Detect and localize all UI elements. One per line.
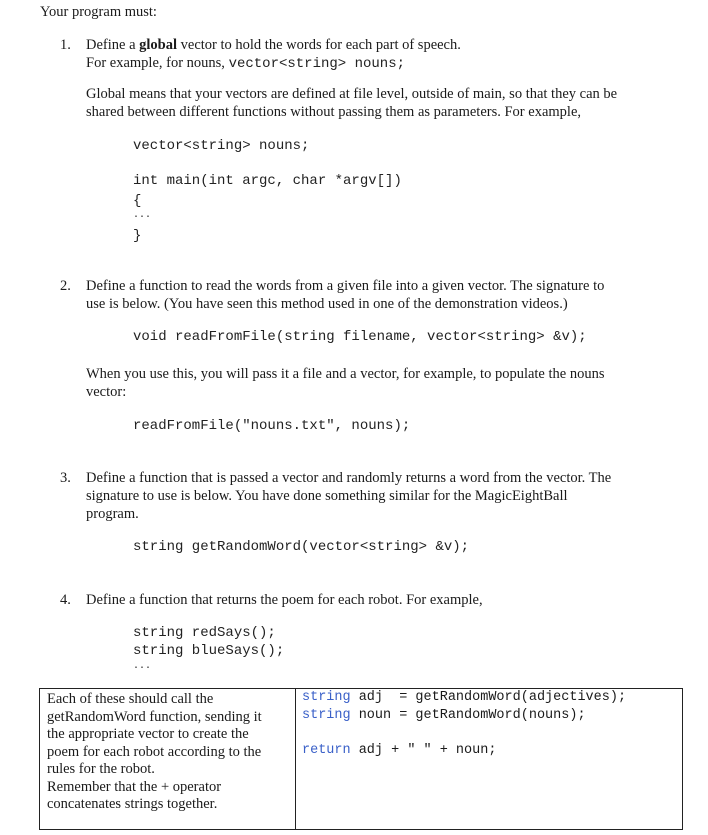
code-close-brace: } <box>133 228 142 244</box>
item-2-para-line2: vector: <box>86 384 127 400</box>
code-bluesays: string blueSays(); <box>133 643 285 659</box>
item-1-para-line1: Global means that your vectors are defined at file level, outside of main, so that they can be <box>86 86 618 102</box>
code-redsays: string redSays(); <box>133 625 276 641</box>
item-1-line2: For example, for nouns, vector<string> nouns; <box>86 55 405 72</box>
code-ellipsis: ... <box>133 210 152 221</box>
code-global-decl: vector<string> nouns; <box>133 138 310 154</box>
code-readfromfile-call: readFromFile("nouns.txt", nouns); <box>133 418 411 434</box>
item-3-line2: signature to use is below. You have done something similar for the MagicEightBall <box>86 488 568 504</box>
item-1-number: 1. <box>60 37 71 53</box>
item-2-line2: use is below. (You have seen this method used in one of the demonstration videos.) <box>86 296 568 312</box>
table-left-cell: Each of these should call the getRandomWord function, sending it the appropriate vector to create the poem for each robot according to the rules for the robot. Remember that the + operator concatenates strings together. <box>47 691 262 812</box>
code-getrandomword-signature: string getRandomWord(vector<string> &v); <box>133 539 470 555</box>
code-open-brace: { <box>133 193 142 209</box>
item-1-para-line2: shared between different functions without passing them as parameters. For example, <box>86 104 582 120</box>
item-2-number: 2. <box>60 278 71 294</box>
intro-text: Your program must: <box>40 4 157 20</box>
item-1-line1: Define a global vector to hold the words for each part of speech. <box>86 37 461 53</box>
item-3-number: 3. <box>60 470 71 486</box>
item-4-line1: Define a function that returns the poem for each robot. For example, <box>86 592 483 608</box>
table-divider <box>295 689 296 829</box>
table-code-line1: string adj = getRandomWord(adjectives); <box>302 690 627 705</box>
item-2-para-line1: When you use this, you will pass it a file and a vector, for example, to populate the nouns <box>86 366 605 382</box>
item-4-number: 4. <box>60 592 71 608</box>
code-readfromfile-signature: void readFromFile(string filename, vector<string> &v); <box>133 329 587 345</box>
table-code-line3: return adj + " " + noun; <box>302 743 497 758</box>
code-main-signature: int main(int argc, char *argv[]) <box>133 173 402 189</box>
item-3-line3: program. <box>86 506 139 522</box>
global-keyword: global <box>139 37 178 53</box>
example-table <box>39 688 683 830</box>
inline-code: vector<string> nouns; <box>228 56 405 72</box>
code-ellipsis-2: ... <box>133 661 152 672</box>
item-3-line1: Define a function that is passed a vector and randomly returns a word from the vector. The <box>86 470 612 486</box>
item-2-line1: Define a function to read the words from a given file into a given vector. The signature to <box>86 278 605 294</box>
table-code-line2: string noun = getRandomWord(nouns); <box>302 708 586 723</box>
